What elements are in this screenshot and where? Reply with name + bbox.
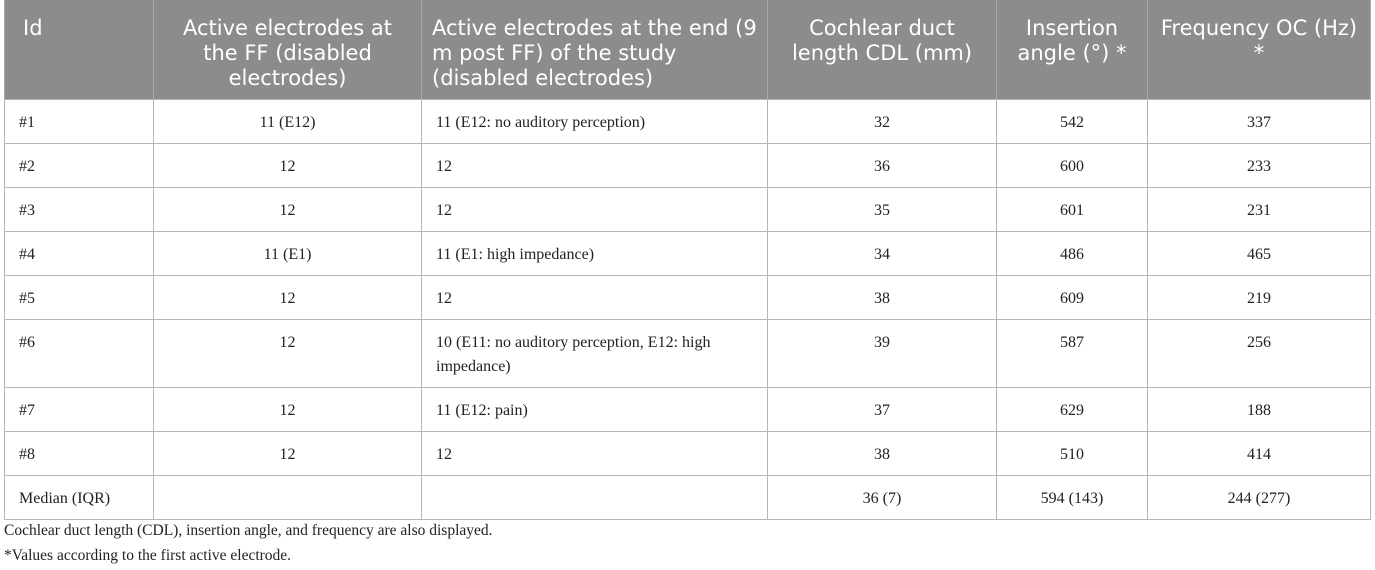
cell-id: #2 (5, 144, 154, 188)
table-row (5, 276, 1371, 320)
footnotes (4, 518, 493, 568)
cell-active-ff: 12 (154, 388, 422, 432)
cell-insertion-angle: 510 (997, 432, 1148, 476)
cell-frequency: 256 (1148, 320, 1371, 388)
cell-active-ff: 12 (154, 188, 422, 232)
cell-insertion-angle: 601 (997, 188, 1148, 232)
cell-cdl: 36 (7) (768, 476, 997, 520)
cell-active-end: 11 (E1: high impedance) (422, 232, 768, 276)
header-id: Id (5, 0, 154, 100)
table-row (5, 188, 1371, 232)
table-row (5, 476, 1371, 520)
cell-frequency: 465 (1148, 232, 1371, 276)
cell-frequency: 337 (1148, 100, 1371, 144)
cell-active-ff: 11 (E12) (154, 100, 422, 144)
cell-active-end: 11 (E12: no auditory perception) (422, 100, 768, 144)
cell-active-end: 12 (422, 432, 768, 476)
cell-id: #4 (5, 232, 154, 276)
cell-active-end (422, 476, 768, 520)
cell-active-ff: 12 (154, 432, 422, 476)
cell-insertion-angle: 609 (997, 276, 1148, 320)
cell-id: #5 (5, 276, 154, 320)
cell-active-end: 12 (422, 144, 768, 188)
table-body (5, 100, 1371, 520)
cell-active-end: 11 (E12: pain) (422, 388, 768, 432)
cell-insertion-angle: 486 (997, 232, 1148, 276)
cell-frequency: 244 (277) (1148, 476, 1371, 520)
cell-frequency: 219 (1148, 276, 1371, 320)
table-row (5, 144, 1371, 188)
cell-cdl: 37 (768, 388, 997, 432)
cell-frequency: 414 (1148, 432, 1371, 476)
header-frequency: Frequency OC (Hz) * (1148, 0, 1371, 100)
table-row (5, 320, 1371, 388)
electrode-table (4, 0, 1371, 520)
cell-active-ff: 12 (154, 320, 422, 388)
header-cdl: Cochlear duct length CDL (mm) (768, 0, 997, 100)
cell-frequency: 233 (1148, 144, 1371, 188)
cell-id: #3 (5, 188, 154, 232)
footnote-cdl: Cochlear duct length (CDL), insertion angle, and frequency are also displayed. (4, 522, 493, 539)
cell-insertion-angle: 594 (143) (997, 476, 1148, 520)
cell-insertion-angle: 629 (997, 388, 1148, 432)
cell-cdl: 38 (768, 276, 997, 320)
cell-id: #7 (5, 388, 154, 432)
cell-frequency: 231 (1148, 188, 1371, 232)
cell-active-ff: 12 (154, 144, 422, 188)
table-row (5, 100, 1371, 144)
cell-insertion-angle: 587 (997, 320, 1148, 388)
header-insertion-angle: Insertion angle (°) * (997, 0, 1148, 100)
cell-cdl: 38 (768, 432, 997, 476)
header-row (5, 0, 1371, 100)
cell-active-ff: 12 (154, 276, 422, 320)
cell-cdl: 36 (768, 144, 997, 188)
footnote-asterisk: *Values according to the first active electrode. (4, 547, 292, 564)
cell-cdl: 35 (768, 188, 997, 232)
header-active-ff: Active electrodes at the FF (disabled electrodes) (154, 0, 422, 100)
cell-active-end: 12 (422, 188, 768, 232)
cell-active-ff (154, 476, 422, 520)
header-active-end: Active electrodes at the end (9 m post FF) of the study (disabled electrodes) (422, 0, 768, 100)
cell-frequency: 188 (1148, 388, 1371, 432)
data-table-container (4, 0, 1370, 520)
cell-active-end: 10 (E11: no auditory perception, E12: high impedance) (422, 320, 768, 388)
table-row (5, 232, 1371, 276)
cell-id: #8 (5, 432, 154, 476)
cell-id: Median (IQR) (5, 476, 154, 520)
cell-cdl: 34 (768, 232, 997, 276)
table-row (5, 432, 1371, 476)
cell-insertion-angle: 542 (997, 100, 1148, 144)
cell-insertion-angle: 600 (997, 144, 1148, 188)
cell-active-ff: 11 (E1) (154, 232, 422, 276)
cell-cdl: 39 (768, 320, 997, 388)
cell-id: #6 (5, 320, 154, 388)
table-row (5, 388, 1371, 432)
cell-active-end: 12 (422, 276, 768, 320)
cell-cdl: 32 (768, 100, 997, 144)
cell-id: #1 (5, 100, 154, 144)
